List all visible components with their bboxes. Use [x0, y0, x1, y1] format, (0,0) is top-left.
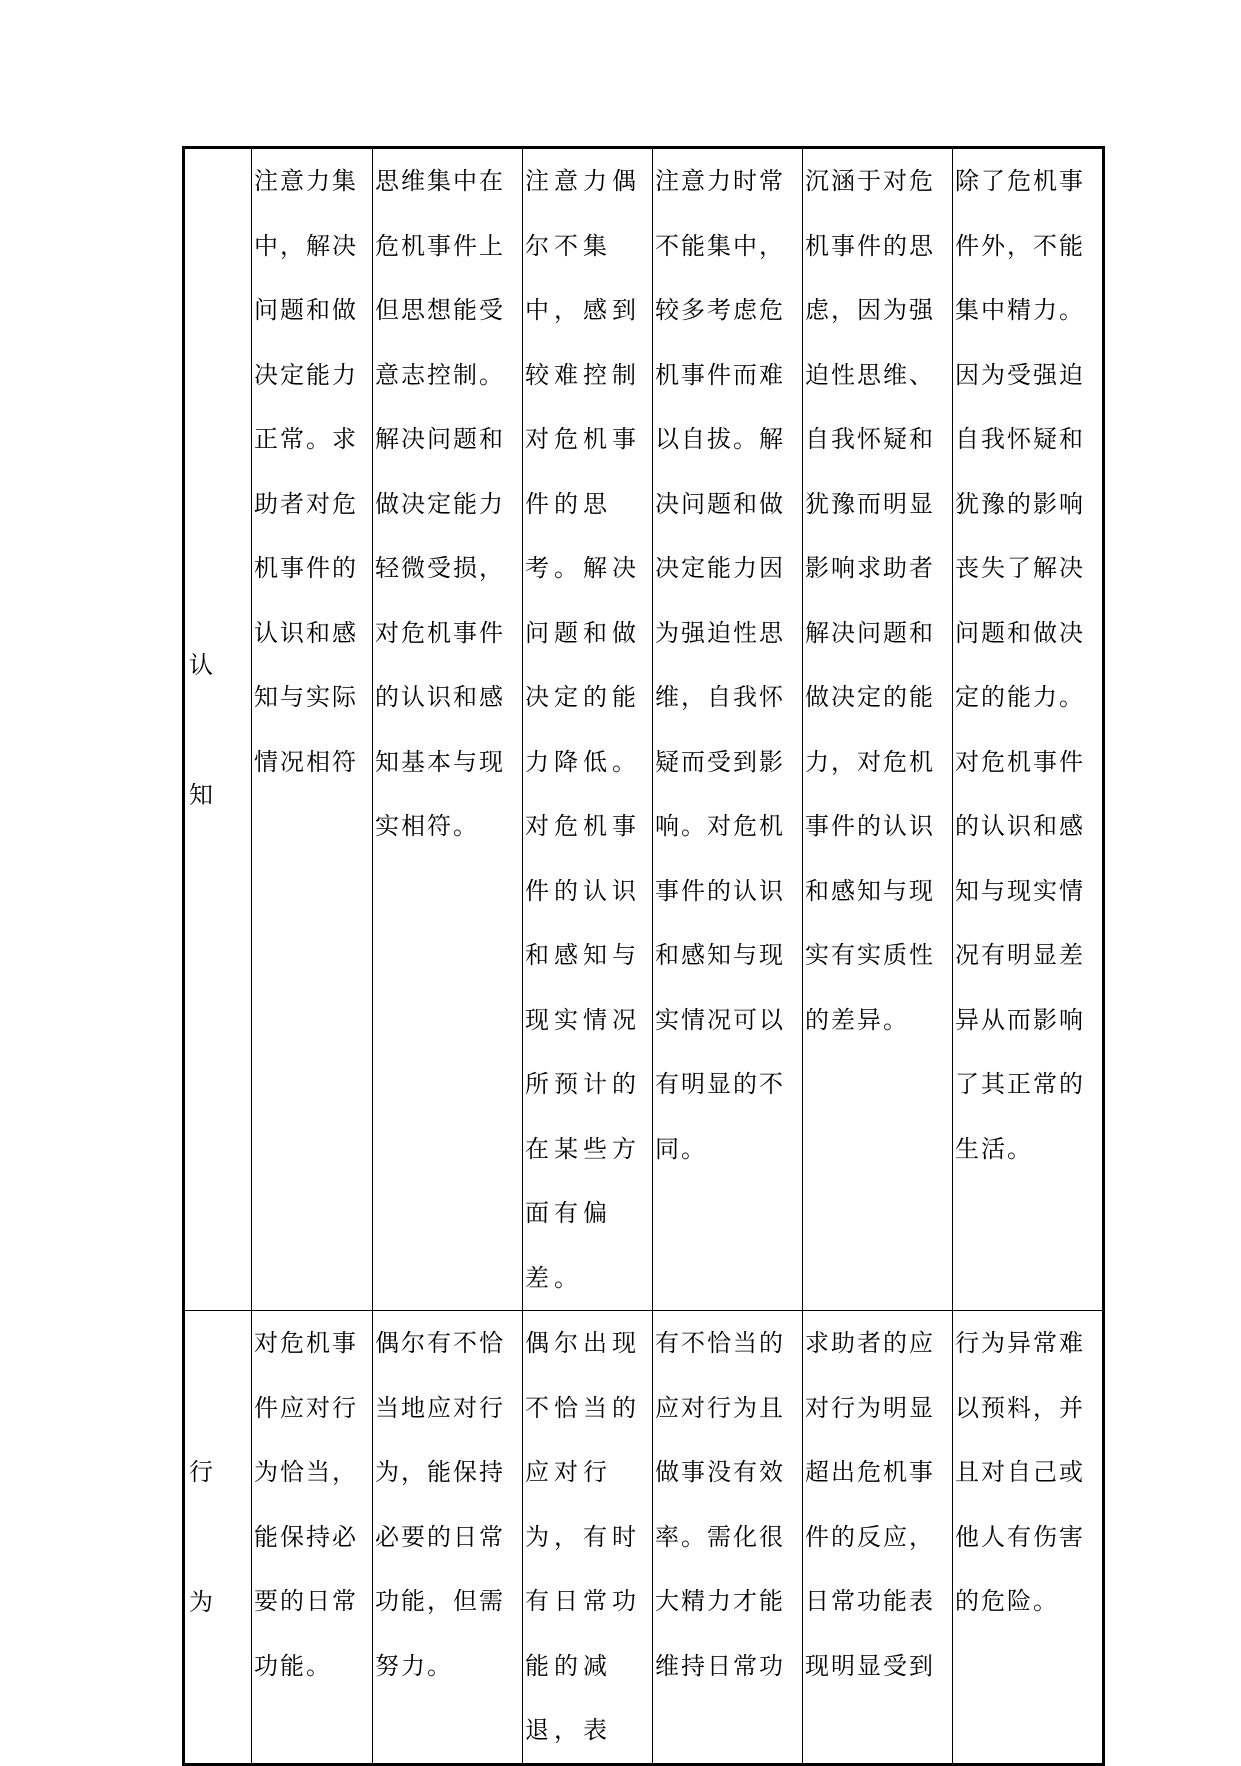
table-row-cognition	[184, 148, 1104, 1311]
table-cell: 注意力偶尔不集中，感到较难控制对危机事件的思考。解决问题和做决定的能力降低。对危机事件的认识和感知与现实情况所预计的在某些方面有偏差。	[523, 148, 653, 1311]
table-cell: 思维集中在危机事件上但思想能受意志控制。解决问题和做决定能力轻微受损，对危机事件的认识和感知基本与现实相符。	[373, 148, 523, 1311]
assessment-table	[182, 146, 1105, 1766]
table-cell: 对危机事件应对行为恰当，能保持必要的日常功能。	[252, 1311, 373, 1765]
table-cell: 注意力集中，解决问题和做决定能力正常。求助者对危机事件的认识和感知与实际情况相符	[252, 148, 373, 1311]
table-cell: 注意力时常不能集中，较多考虑危机事件而难以自拔。解决问题和做决定能力因为强迫性思维，自我怀疑而受到影响。对危机事件的认识和感知与现实情况可以有明显的不同。	[653, 148, 803, 1311]
table-cell: 沉涵于对危机事件的思虑，因为强迫性思维、自我怀疑和犹豫而明显影响求助者解决问题和做决定的能力，对危机事件的认识和感知与现实有实质性的差异。	[803, 148, 953, 1311]
table-row-behavior	[184, 1311, 1104, 1765]
row-label-cognition	[184, 148, 252, 1311]
table-cell: 行为异常难以预料，并且对自己或他人有伤害的危险。	[953, 1311, 1104, 1765]
table-cell: 除了危机事件外，不能集中精力。因为受强迫自我怀疑和犹豫的影响丧失了解决问题和做决定的能力。对危机事件的认识和感知与现实情况有明显差异从而影响了其正常的生活。	[953, 148, 1104, 1311]
table-cell: 求助者的应对行为明显超出危机事件的反应，日常功能表现明显受到	[803, 1311, 953, 1765]
row-label-text: 认知	[189, 650, 215, 809]
row-label-text: 行为	[189, 1457, 215, 1616]
table-cell: 偶尔出现不恰当的应对行为，有时有日常功能的减退，表	[523, 1311, 653, 1765]
row-label-behavior	[184, 1311, 252, 1765]
table-cell: 偶尔有不恰当地应对行为，能保持必要的日常功能，但需努力。	[373, 1311, 523, 1765]
table-cell: 有不恰当的应对行为且做事没有效率。需化很大精力才能维持日常功	[653, 1311, 803, 1765]
